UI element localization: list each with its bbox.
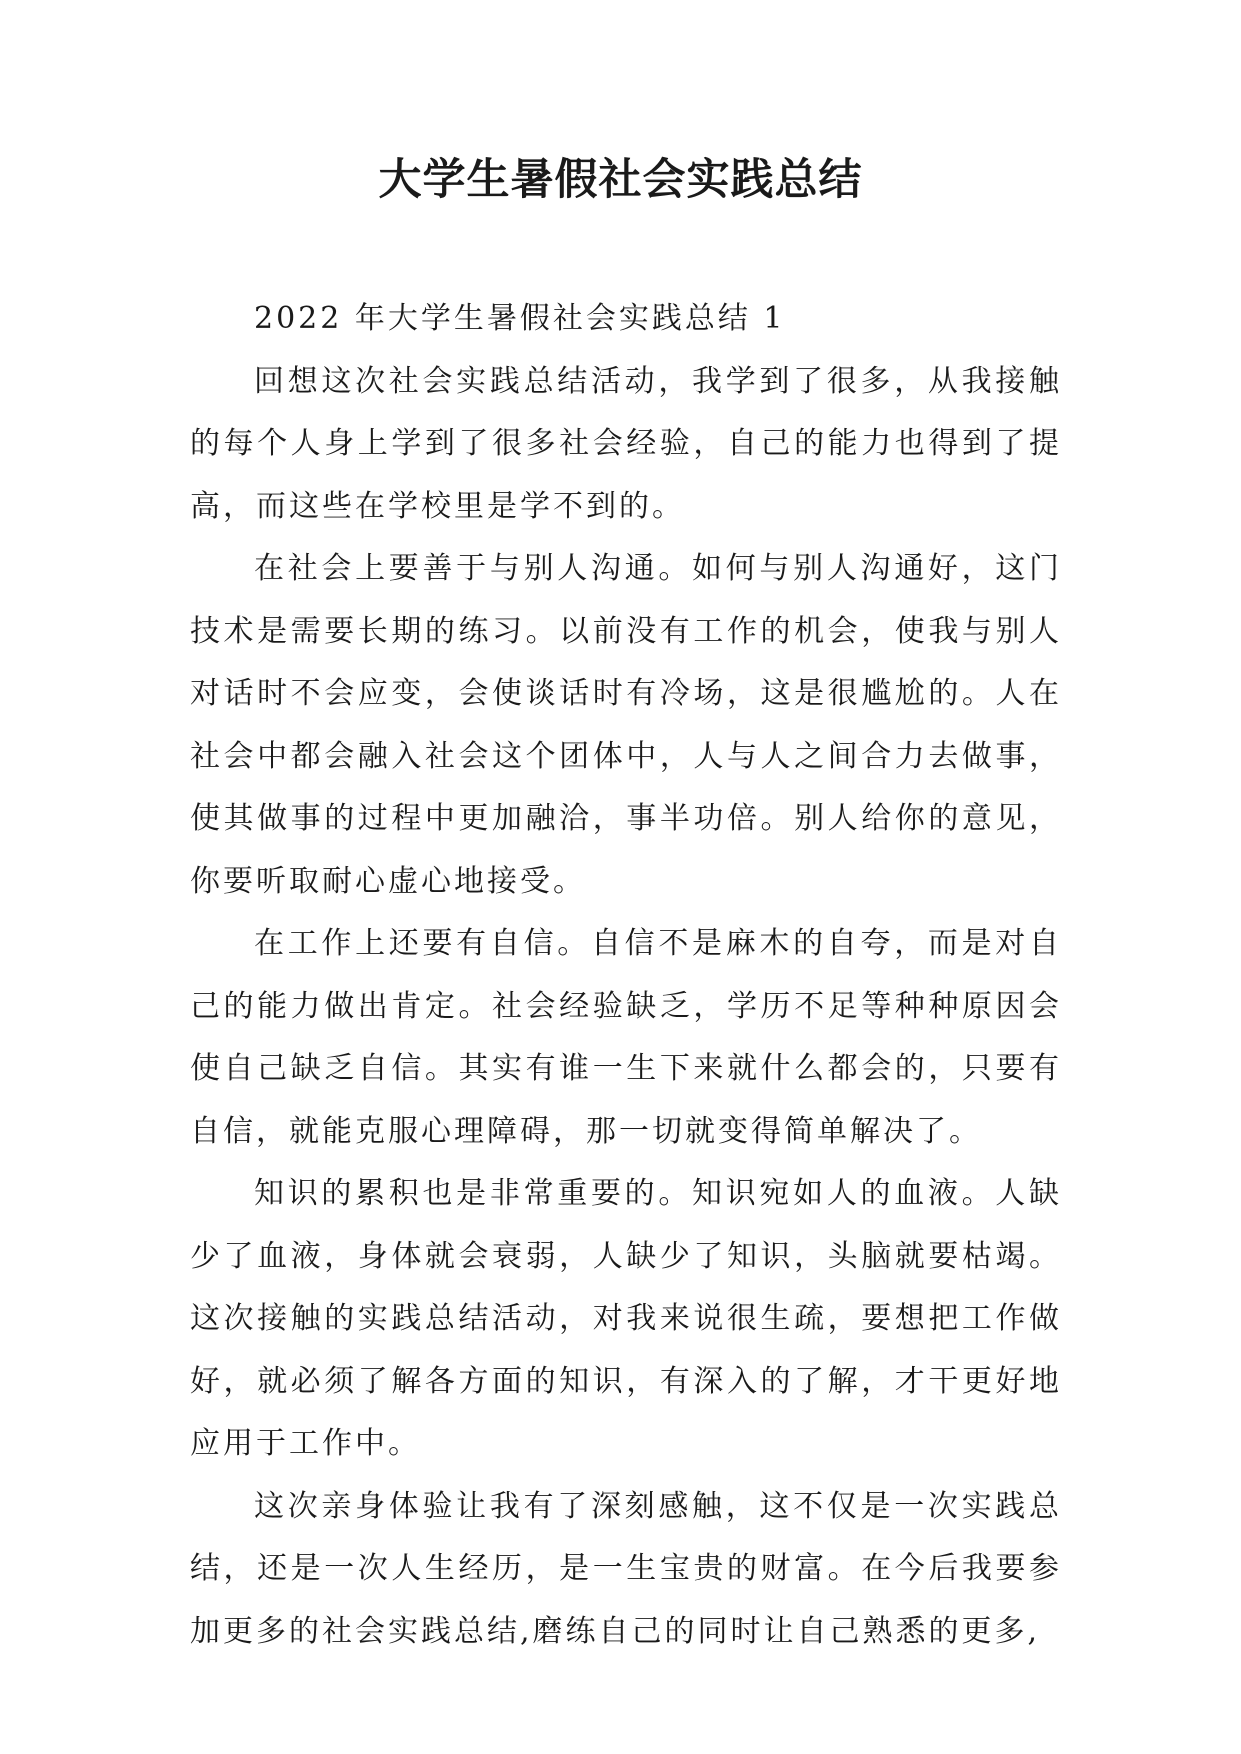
document-title: 大学生暑假社会实践总结 — [378, 155, 863, 205]
paragraph: 在工作上还要有自信。自信不是麻木的自夸，而是对自己的能力做出肯定。社会经验缺乏，学历不足等种种原因会使自己缺乏自信。其实有谁一生下来就什么都会的，只要有自信，就能克服心理障碍，那一切就变得简单解决了。 — [190, 926, 1062, 1149]
document-body — [190, 288, 1062, 1663]
section-heading: 2022 年大学生暑假社会实践总结 1 — [254, 301, 786, 336]
paragraph: 回想这次社会实践总结活动，我学到了很多，从我接触的每个人身上学到了很多社会经验，自己的能力也得到了提高，而这些在学校里是学不到的。 — [190, 363, 1062, 524]
paragraph: 在社会上要善于与别人沟通。如何与别人沟通好，这门技术是需要长期的练习。以前没有工作的机会，使我与别人对话时不会应变，会使谈话时有冷场，这是很尴尬的。人在社会中都会融入社会这个团体中，人与人之间合力去做事，使其做事的过程中更加融洽，事半功倍。别人给你的意见，你要听取耐心虚心地接受。 — [190, 551, 1062, 899]
paragraph: 知识的累积也是非常重要的。知识宛如人的血液。人缺少了血液，身体就会衰弱，人缺少了知识，头脑就要枯竭。这次接触的实践总结活动，对我来说很生疏，要想把工作做好，就必须了解各方面的知识，有深入的了解，才干更好地应用于工作中。 — [190, 1176, 1062, 1461]
paragraph: 这次亲身体验让我有了深刻感触，这不仅是一次实践总结，还是一次人生经历，是一生宝贵的财富。在今后我要参加更多的社会实践总结,磨练自己的同时让自己熟悉的更多, — [190, 1488, 1062, 1649]
